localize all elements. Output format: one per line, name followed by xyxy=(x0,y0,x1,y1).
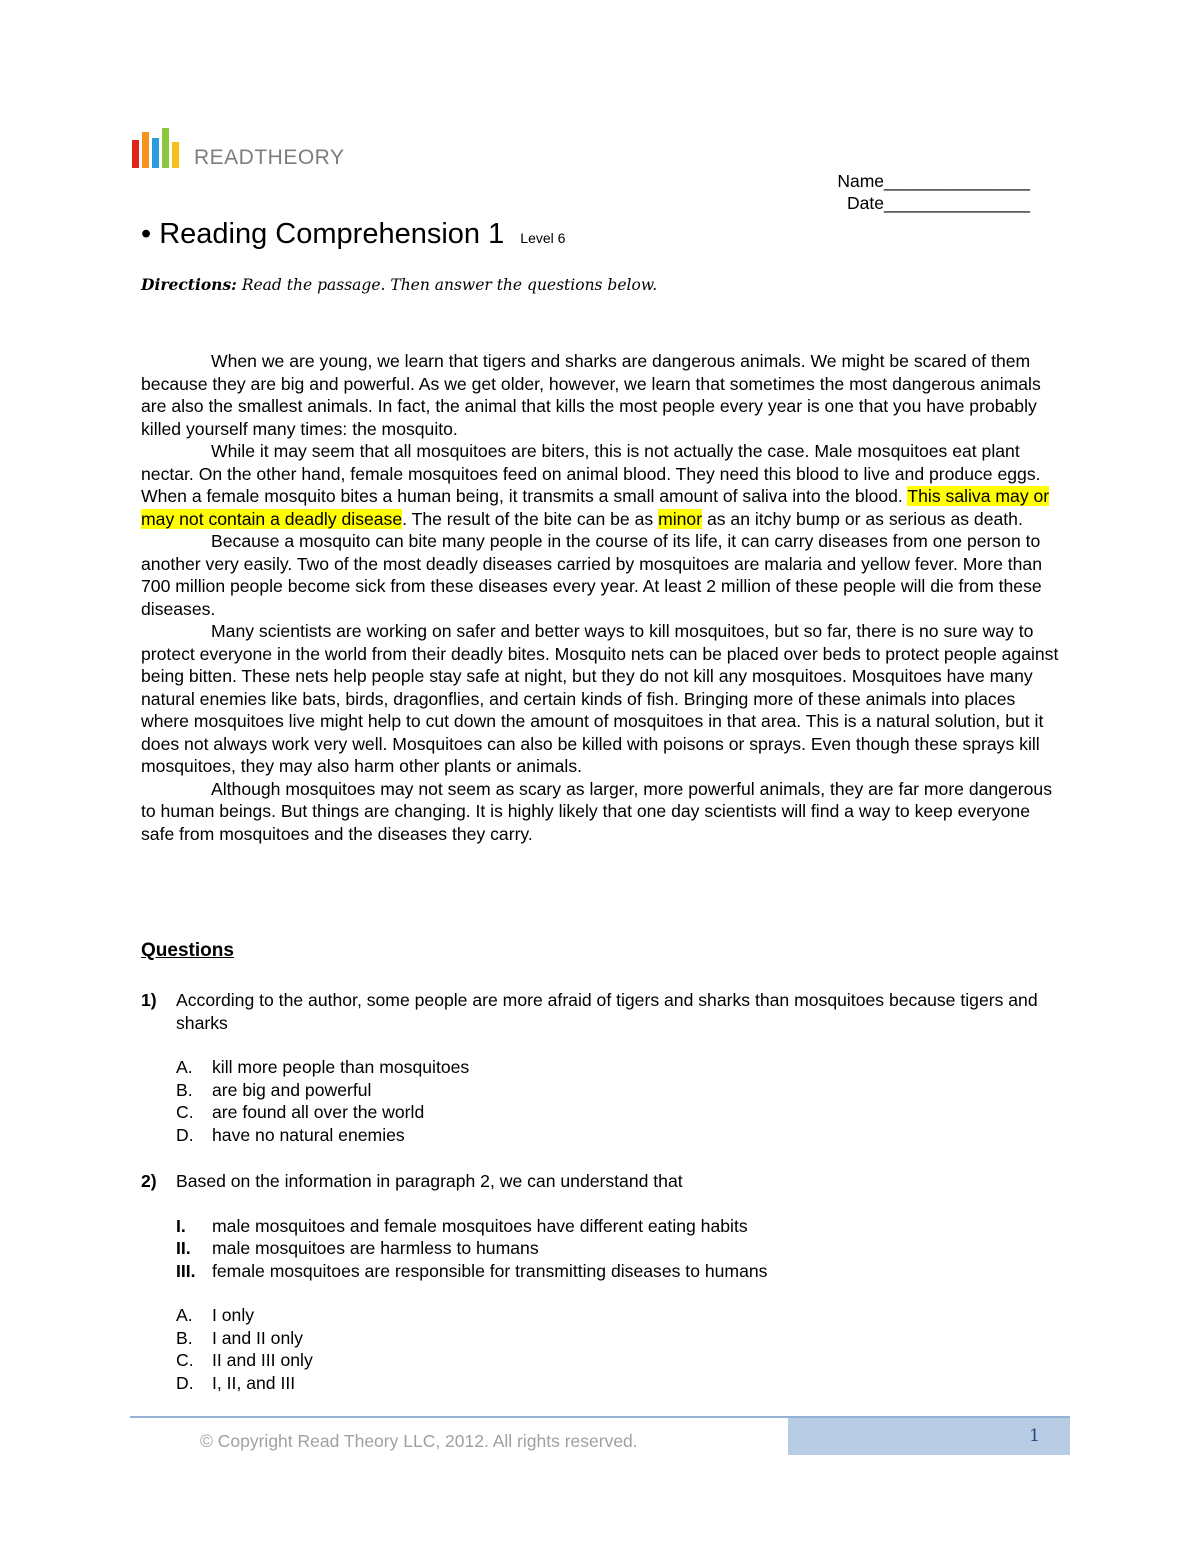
level-label: Level 6 xyxy=(520,230,566,246)
logo-text: READTHEORY xyxy=(194,146,345,169)
answer-option[interactable] xyxy=(176,1372,1061,1395)
statement-text: male mosquitoes are harmless to humans xyxy=(212,1238,539,1258)
option-key: C. xyxy=(176,1350,194,1370)
paragraph-2 xyxy=(141,440,1061,530)
option-key: B. xyxy=(176,1327,193,1348)
question-number: 2) xyxy=(141,1171,157,1191)
option-text: are big and powerful xyxy=(212,1079,372,1100)
answer-option[interactable] xyxy=(176,1101,1061,1124)
option-text: II and III only xyxy=(212,1350,313,1370)
date-field: Date_______________ xyxy=(847,193,1030,213)
option-text: I and II only xyxy=(212,1327,303,1348)
highlighted-word: minor xyxy=(658,508,703,529)
roman-statements xyxy=(176,1215,1061,1283)
option-key: D. xyxy=(176,1124,194,1145)
question-text: According to the author, some people are more afraid of tigers and sharks than mosquitoes because tigers and sharks xyxy=(176,990,1038,1033)
option-text: kill more people than mosquitoes xyxy=(212,1057,470,1077)
paragraph-4: Many scientists are working on safer and better ways to kill mosquitoes, but so far, there is no sure way to protect everyone in the world from their deadly bites. Mosquito nets can be placed over beds to protect people against being bitten. These nets help people stay safe at night, but they do not kill any mosquitoes. Mosquitoes have many natural enemies like bats, birds, dragonflies, and certain kinds of fish. Bringing more of these animals into places where mosquitoes live might help to cut down the amount of mosquitoes in that area. This is a natural solution, but it does not always work very well. Mosquitoes can also be killed with poisons or sprays. Even though these sprays kill mosquitoes, they may also harm other plants or animals. xyxy=(141,621,1059,776)
option-text: I only xyxy=(212,1305,255,1325)
statement-item xyxy=(176,1237,1061,1260)
question-text: Based on the information in paragraph 2, we can understand that xyxy=(176,1171,683,1191)
title-bullet: • xyxy=(141,218,152,250)
highlighted-sentence: This saliva may or may not contain a deadly disease xyxy=(141,486,1050,529)
option-key: A. xyxy=(176,1057,193,1077)
paragraph-2-text-c: as an itchy bump or as serious as death. xyxy=(702,508,1023,529)
answer-option[interactable] xyxy=(176,1079,1061,1102)
statement-key: III. xyxy=(176,1260,196,1281)
option-key: A. xyxy=(176,1305,193,1325)
copyright-text: © Copyright Read Theory LLC, 2012. All rights reserved. xyxy=(200,1431,638,1451)
page-title xyxy=(141,216,565,256)
logo-bars-icon xyxy=(132,128,182,168)
answer-options xyxy=(176,1056,1061,1146)
page-number: 1 xyxy=(1029,1426,1040,1446)
paragraph-1: When we are young, we learn that tigers and sharks are dangerous animals. We might be scared of them because they are big and powerful. As we get older, however, we learn that sometimes the most dangerous animals are also the smallest animals. In fact, the animal that kills the most people every year is one that you have probably killed yourself many times: the mosquito. xyxy=(141,351,1041,439)
answer-option[interactable] xyxy=(176,1056,1061,1079)
questions-heading: Questions xyxy=(141,940,234,961)
statement-key: I. xyxy=(176,1215,186,1236)
name-field: Name_______________ xyxy=(837,171,1030,191)
directions-text: Read the passage. Then answer the questions below. xyxy=(241,276,658,294)
statement-text: female mosquitoes are responsible for transmitting diseases to humans xyxy=(212,1260,768,1281)
answer-option[interactable] xyxy=(176,1124,1061,1147)
reading-passage xyxy=(141,350,1061,845)
answer-option[interactable] xyxy=(176,1327,1061,1350)
option-text: I, II, and III xyxy=(212,1372,296,1393)
option-text: have no natural enemies xyxy=(212,1124,405,1145)
question-1 xyxy=(141,989,1061,1146)
directions-label: Directions: xyxy=(141,275,237,294)
page-number-box xyxy=(788,1418,1070,1455)
statement-item xyxy=(176,1215,1061,1238)
readtheory-logo xyxy=(132,128,344,168)
paragraph-5: Although mosquitoes may not seem as scary as larger, more powerful animals, they are far more dangerous to human beings. But things are changing. It is highly likely that one day scientists will find a way to keep everyone safe from mosquitoes and the diseases they carry. xyxy=(141,778,1052,844)
title-text: Reading Comprehension 1 xyxy=(159,218,505,250)
paragraph-2-text-a: While it may seem that all mosquitoes are biters, this is not actually the case. Male mosquitoes eat plant nectar. On the other hand, female mosquitoes feed on animal blood. They need this blood to live and produce eggs. When a female mosquito bites a human being, it transmits a small amount of saliva into the blood. xyxy=(141,441,1041,506)
option-key: B. xyxy=(176,1079,193,1100)
paragraph-2-text-b: . The result of the bite can be as xyxy=(402,508,659,529)
question-number: 1) xyxy=(141,990,157,1010)
paragraph-3: Because a mosquito can bite many people in the course of its life, it can carry diseases from one person to another very easily. Two of the most deadly diseases carried by mosquitoes are malaria and yellow fever. More than 700 million people become sick from these diseases every year. At least 2 million of these people will die from these diseases. xyxy=(141,531,1042,619)
answer-options xyxy=(176,1304,1061,1394)
option-key: D. xyxy=(176,1372,194,1393)
statement-text: male mosquitoes and female mosquitoes have different eating habits xyxy=(212,1215,748,1236)
statement-key: II. xyxy=(176,1238,191,1258)
option-key: C. xyxy=(176,1102,194,1122)
option-text: are found all over the world xyxy=(212,1102,425,1122)
name-date-fields xyxy=(837,170,1030,214)
directions xyxy=(141,275,657,294)
question-2 xyxy=(141,1170,1061,1394)
answer-option[interactable] xyxy=(176,1304,1061,1327)
statement-item xyxy=(176,1260,1061,1283)
answer-option[interactable] xyxy=(176,1349,1061,1372)
